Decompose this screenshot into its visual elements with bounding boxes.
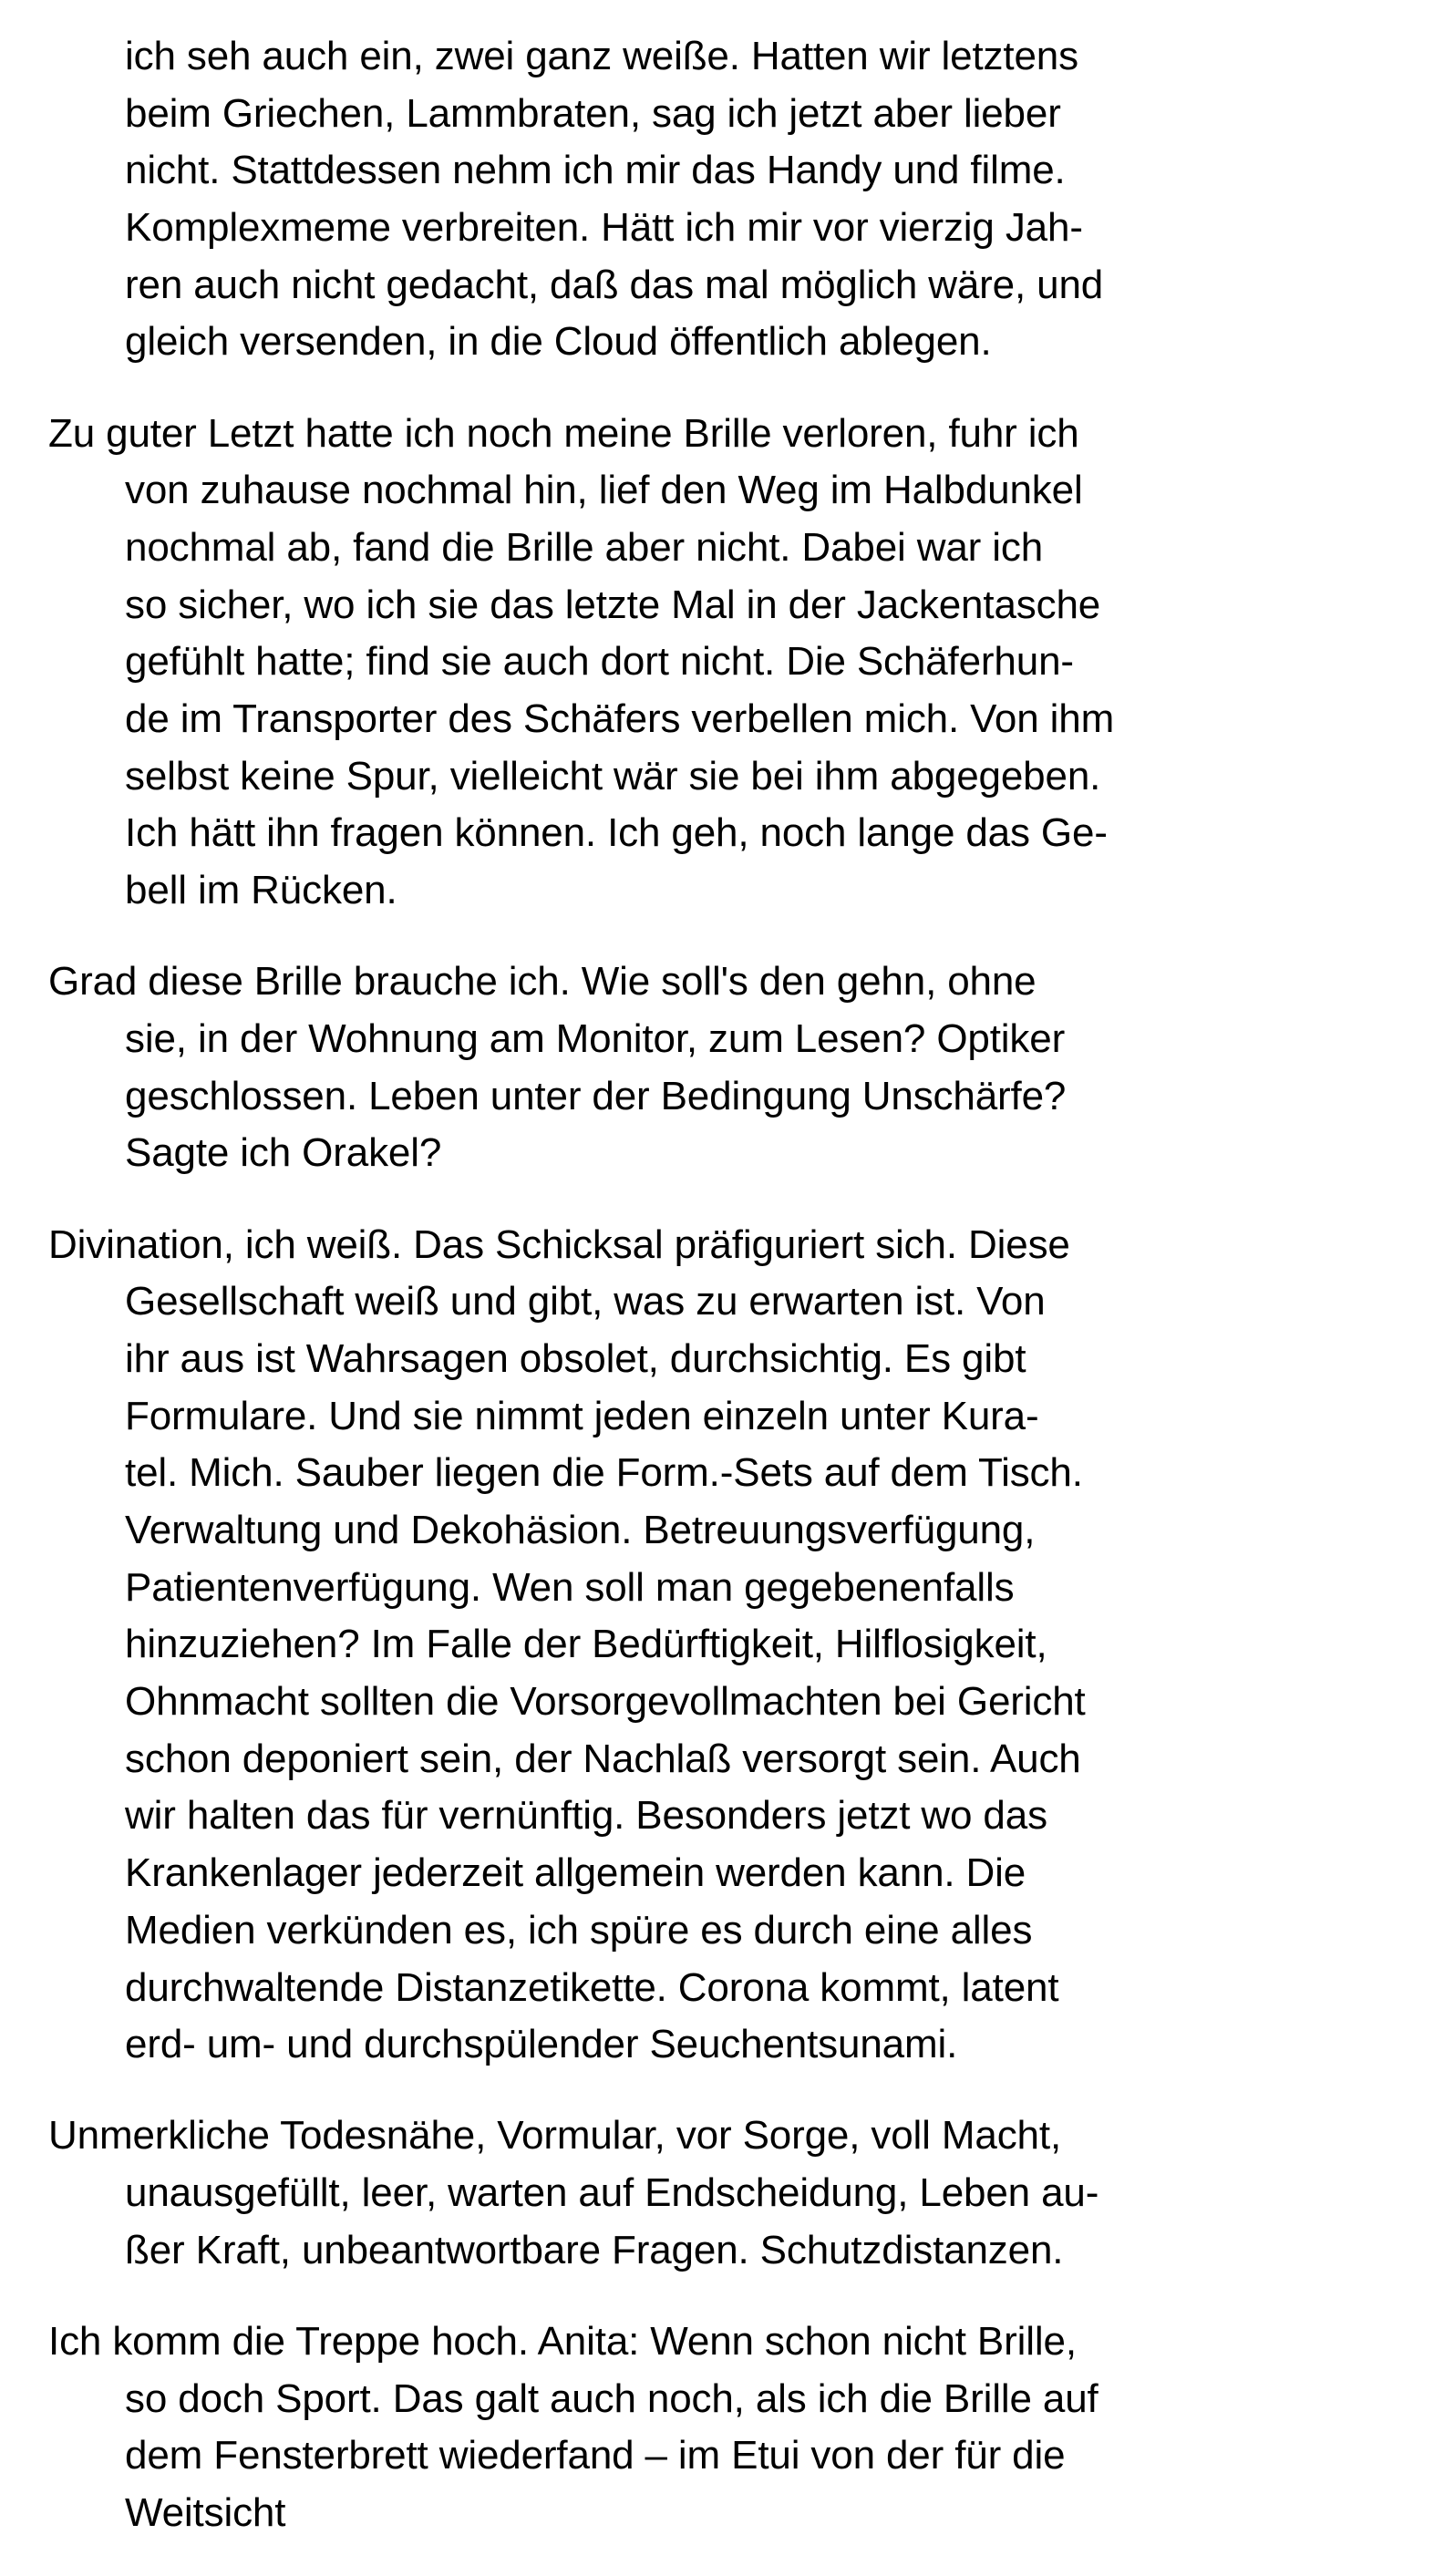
text-line: nicht. Stattdessen nehm ich mir das Handy und filme. <box>125 148 1066 193</box>
text-line: gefühlt hatte; find sie auch dort nicht. Die Schäferhun- <box>125 639 1074 685</box>
text-line: ich seh auch ein, zwei ganz weiße. Hatten wir letztens <box>125 34 1078 78</box>
text-line: selbst keine Spur, vielleicht wär sie bei ihm abgegeben. <box>125 753 1101 799</box>
paragraph-lost-glasses <box>0 406 1444 920</box>
text-line: Grad diese Brille brauche ich. Wie soll's den gehn, ohne <box>48 959 1037 1005</box>
text-line: ßer Kraft, unbeantwortbare Fragen. Schutzdistanzen. <box>125 2227 1064 2272</box>
text-line: Krankenlager jederzeit allgemein werden kann. Die <box>125 1850 1026 1896</box>
text-line: so sicher, wo ich sie das letzte Mal in der Jackentasche <box>125 582 1101 627</box>
paragraph-divination <box>0 1217 1444 2074</box>
text-line: ren auch nicht gedacht, daß das mal möglich wäre, und <box>125 262 1104 307</box>
paragraph-stairs <box>0 2313 1444 2542</box>
text-line: Zu guter Letzt hatte ich noch meine Brille verloren, fuhr ich <box>48 410 1079 456</box>
paragraph-need-glasses <box>0 953 1444 1182</box>
text-line: hinzuziehen? Im Falle der Bedürftigkeit, Hilflosigkeit, <box>125 1622 1047 1667</box>
paragraph-continued <box>0 28 1444 371</box>
text-line: wir halten das für vernünftig. Besonders jetzt wo das <box>125 1793 1047 1839</box>
text-line: bell im Rücken. <box>125 868 397 913</box>
paragraph-death-proximity <box>0 2107 1444 2279</box>
text-line: Ich komm die Treppe hoch. Anita: Wenn schon nicht Brille, <box>48 2318 1077 2364</box>
text-line: beim Griechen, Lammbraten, sag ich jetzt aber lieber <box>125 90 1061 136</box>
text-line: erd- um- und durchspülender Seuchentsunami. <box>125 2022 958 2067</box>
text-line: Komplexmeme verbreiten. Hätt ich mir vor vierzig Jah- <box>125 205 1083 251</box>
text-line: Formulare. Und sie nimmt jeden einzeln unter Kura- <box>125 1393 1039 1438</box>
document-body <box>0 28 1444 2576</box>
text-line: Unmerkliche Todesnähe, Vormular, vor Sorge, voll Macht, <box>48 2113 1062 2159</box>
text-line: Ich hätt ihn fragen können. Ich geh, noch lange das Ge- <box>125 810 1108 856</box>
text-line: gleich versenden, in die Cloud öffentlich ablegen. <box>125 319 992 365</box>
text-line: de im Transporter des Schäfers verbellen mich. Von ihm <box>125 696 1115 742</box>
text-line: so doch Sport. Das galt auch noch, als ich die Brille auf <box>125 2375 1098 2421</box>
text-line: dem Fensterbrett wiederfand – im Etui von der für die <box>125 2433 1066 2478</box>
text-line: Ohnmacht sollten die Vorsorgevollmachten bei Gericht <box>125 1679 1086 1725</box>
text-line: schon deponiert sein, der Nachlaß versorgt sein. Auch <box>125 1736 1081 1781</box>
text-line: geschlossen. Leben unter der Bedingung Unschärfe? <box>125 1073 1067 1118</box>
text-line: durchwaltende Distanzetikette. Corona kommt, latent <box>125 1964 1059 2010</box>
text-line: Sagte ich Orakel? <box>125 1130 442 1176</box>
text-line: Medien verkünden es, ich spüre es durch eine alles <box>125 1907 1033 1953</box>
text-line: Verwaltung und Dekohäsion. Betreuungsverfügung, <box>125 1508 1036 1552</box>
text-line: sie, in der Wohnung am Monitor, zum Lesen? Optiker <box>125 1016 1066 1061</box>
text-line: nochmal ab, fand die Brille aber nicht. Dabei war ich <box>125 525 1044 570</box>
text-line: Divination, ich weiß. Das Schicksal präfiguriert sich. Diese <box>48 1221 1070 1267</box>
text-line: Gesellschaft weiß und gibt, was zu erwarten ist. Von <box>125 1279 1046 1324</box>
text-line: ihr aus ist Wahrsagen obsolet, durchsichtig. Es gibt <box>125 1335 1026 1381</box>
text-line: von zuhause nochmal hin, lief den Weg im Halbdunkel <box>125 468 1083 513</box>
text-line: Patientenverfügung. Wen soll man gegebenenfalls <box>125 1564 1015 1610</box>
text-line: unausgefüllt, leer, warten auf Endscheidung, Leben au- <box>125 2170 1099 2216</box>
text-line: tel. Mich. Sauber liegen die Form.-Sets auf dem Tisch. <box>125 1450 1083 1496</box>
text-line: Weitsicht <box>125 2490 286 2535</box>
